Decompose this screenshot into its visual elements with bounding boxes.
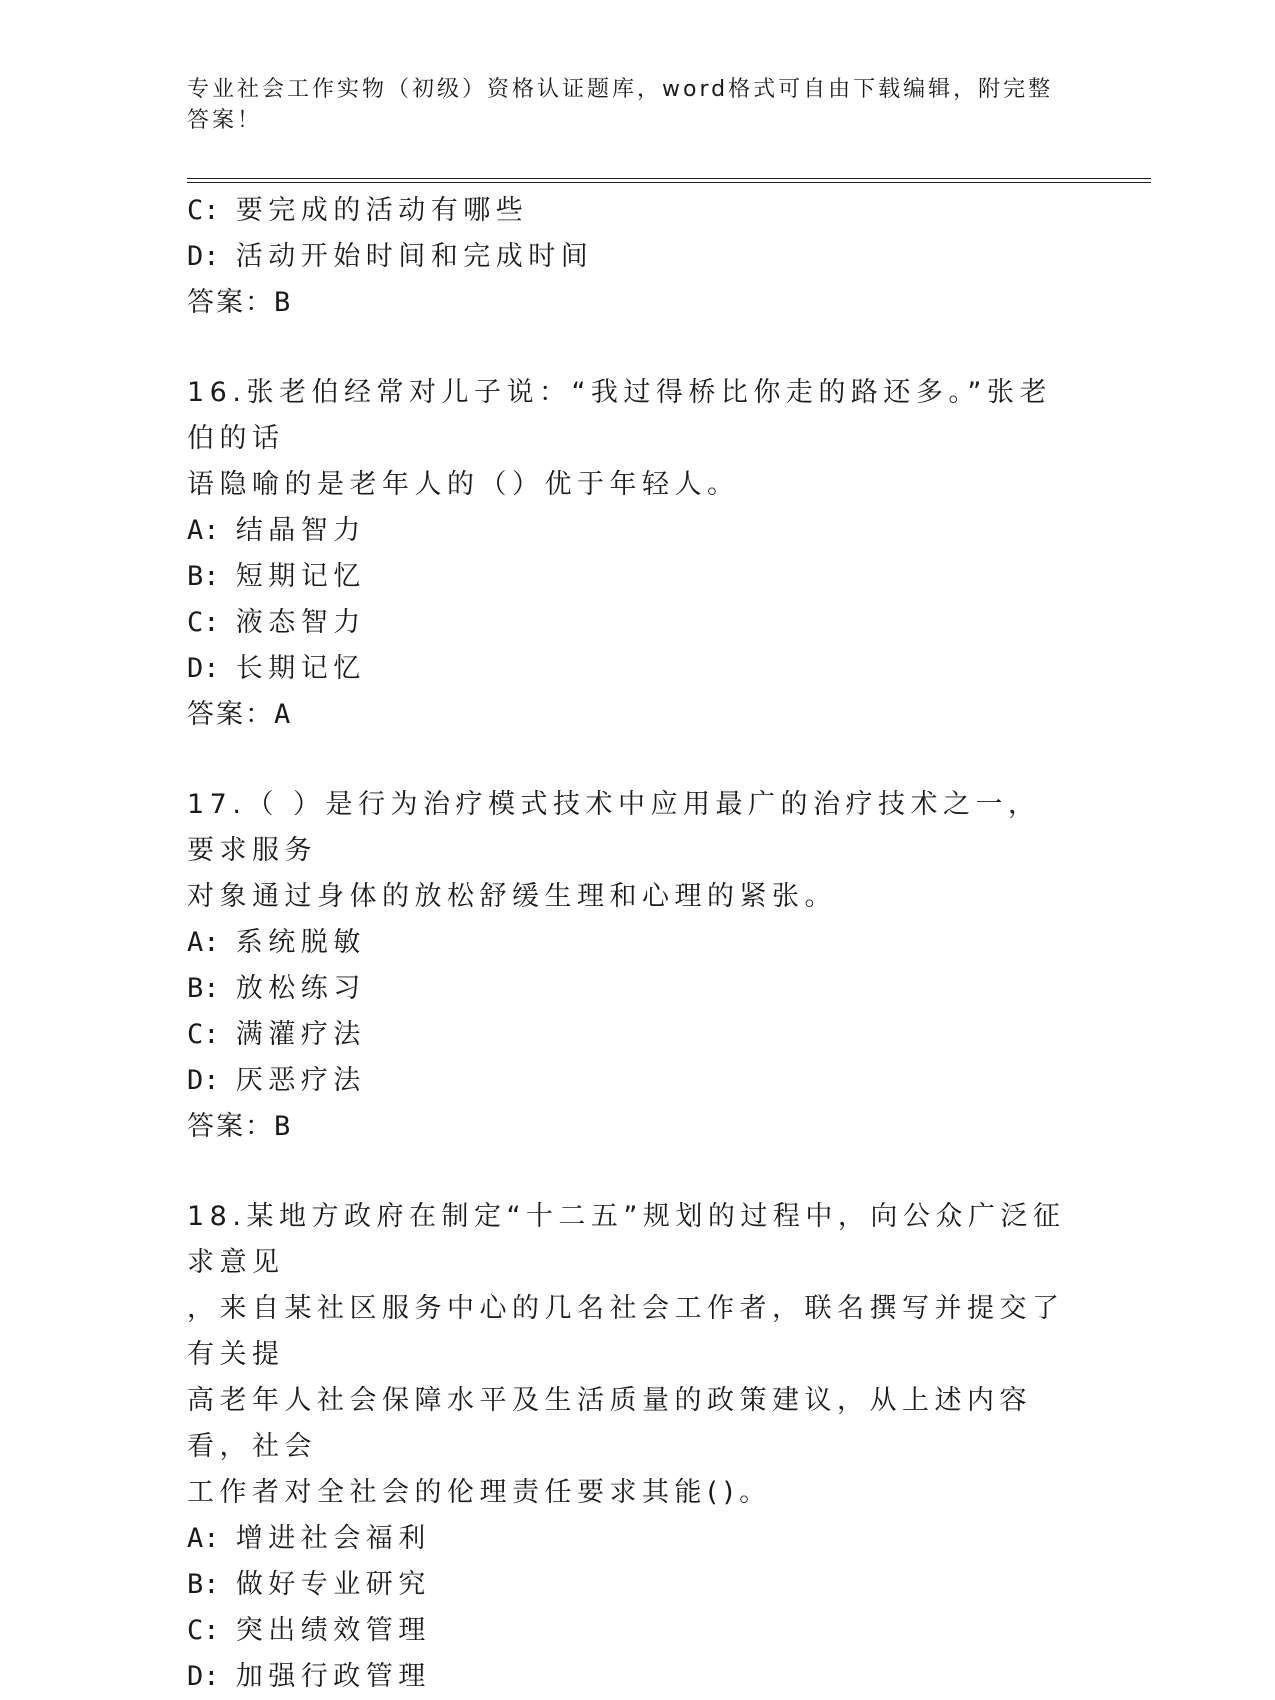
option-c: [187, 1608, 1087, 1654]
option-text: 增进社会福利: [235, 1523, 431, 1554]
header-rule-bottom: [187, 182, 1151, 183]
option-key: C:: [187, 195, 236, 226]
option-b: [187, 1562, 1087, 1608]
option-key: A:: [187, 515, 236, 546]
option-c: [187, 188, 1087, 234]
option-text: 长期记忆: [235, 653, 366, 684]
question-content: [187, 188, 1087, 1700]
question-stem-line: 17.（ ）是行为治疗模式技术中应用最广的治疗技术之一，要求服务: [187, 789, 1041, 866]
option-a: [187, 508, 1087, 554]
question-stem: [187, 370, 1067, 508]
question-stem-line: 18.某地方政府在制定“十二五”规划的过程中，向公众广泛征求意见: [187, 1201, 1066, 1278]
option-c: [187, 1012, 1087, 1058]
option-d: [187, 234, 1087, 280]
prev-question-block: [187, 188, 1087, 326]
option-text: 活动开始时间和完成时间: [235, 241, 594, 272]
option-text: 加强行政管理: [235, 1661, 431, 1692]
option-key: D:: [187, 1661, 236, 1692]
document-header: 专业社会工作实物（初级）资格认证题库，word格式可自由下载编辑，附完整答案！: [187, 77, 1054, 133]
option-text: 厌恶疗法: [235, 1065, 366, 1096]
option-text: 要完成的活动有哪些: [235, 195, 529, 226]
option-text: 做好专业研究: [235, 1569, 431, 1600]
question-16: [187, 370, 1087, 738]
option-text: 放松练习: [235, 973, 366, 1004]
question-stem-line: 对象通过身体的放松舒缓生理和心理的紧张。: [187, 881, 837, 912]
question-stem: [187, 1194, 1067, 1516]
option-text: 结晶智力: [235, 515, 366, 546]
question-stem-line: 语隐喻的是老年人的（）优于年轻人。: [187, 469, 740, 500]
question-stem-line: 16.张老伯经常对儿子说：“我过得桥比你走的路还多。”张老伯的话: [187, 377, 1052, 454]
header-rule-top: [187, 178, 1151, 179]
option-key: B:: [187, 1569, 236, 1600]
option-d: [187, 1058, 1087, 1104]
option-d: [187, 646, 1087, 692]
option-key: D:: [187, 241, 236, 272]
option-d: [187, 1654, 1087, 1700]
option-key: C:: [187, 607, 236, 638]
option-text: 满灌疗法: [235, 1019, 366, 1050]
answer-line: 答案：A: [187, 699, 293, 730]
option-key: C:: [187, 1019, 236, 1050]
question-17: [187, 782, 1087, 1150]
option-b: [187, 554, 1087, 600]
option-key: A:: [187, 1523, 236, 1554]
option-c: [187, 600, 1087, 646]
question-18: [187, 1194, 1087, 1700]
option-b: [187, 966, 1087, 1012]
option-key: D:: [187, 653, 236, 684]
option-key: D:: [187, 1065, 236, 1096]
option-key: C:: [187, 1615, 236, 1646]
option-key: B:: [187, 561, 236, 592]
option-text: 液态智力: [235, 607, 366, 638]
question-stem-line: 高老年人社会保障水平及生活质量的政策建议，从上述内容看，社会: [187, 1385, 1032, 1462]
answer-line: 答案：B: [187, 287, 293, 318]
option-key: B:: [187, 973, 236, 1004]
question-stem-line: 工作者对全社会的伦理责任要求其能()。: [187, 1477, 772, 1508]
option-key: A:: [187, 927, 236, 958]
option-a: [187, 920, 1087, 966]
option-text: 系统脱敏: [235, 927, 366, 958]
option-a: [187, 1516, 1087, 1562]
question-stem: [187, 782, 1067, 920]
option-text: 突出绩效管理: [235, 1615, 431, 1646]
answer-line: 答案：B: [187, 1111, 293, 1142]
question-stem-line: ，来自某社区服务中心的几名社会工作者，联名撰写并提交了有关提: [187, 1293, 1065, 1370]
option-text: 短期记忆: [235, 561, 366, 592]
